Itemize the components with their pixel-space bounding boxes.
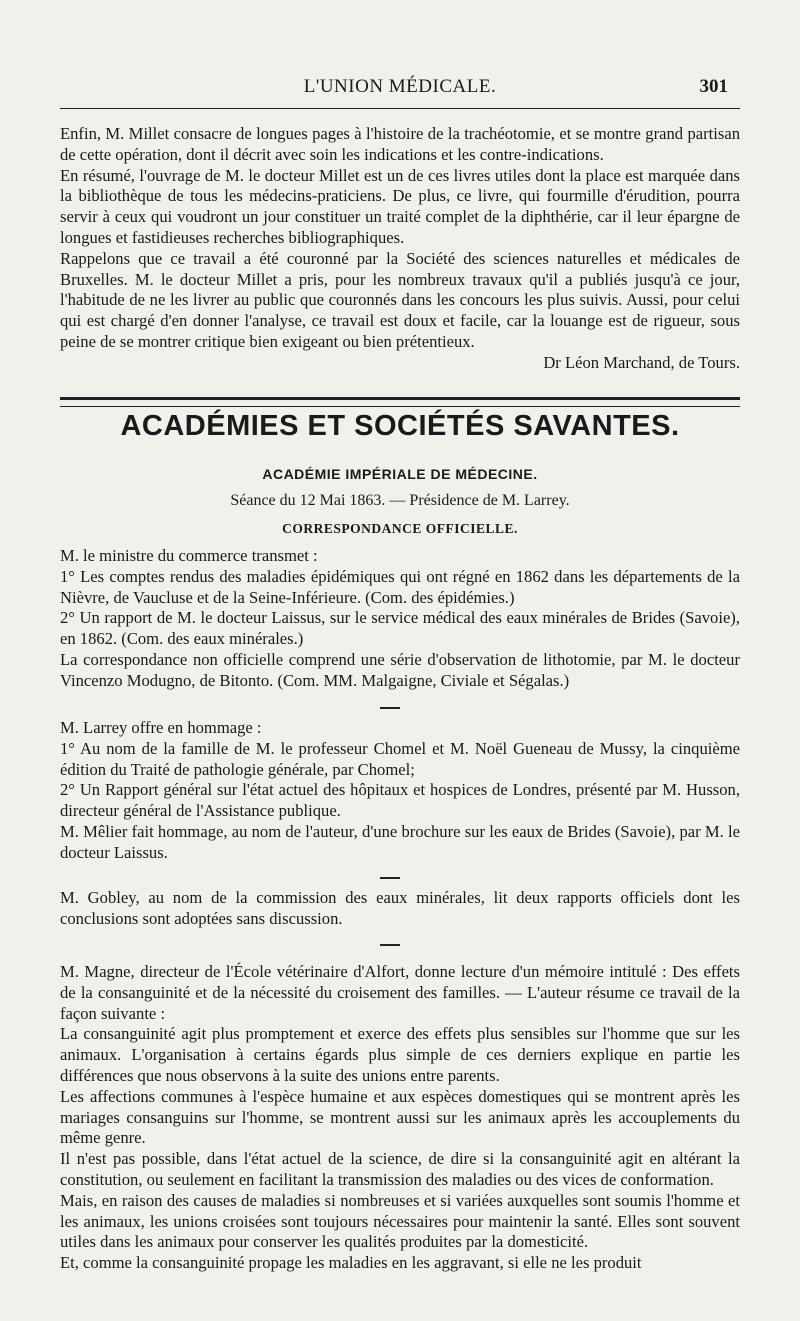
running-head bbox=[0, 76, 800, 100]
report-text bbox=[60, 888, 740, 930]
body-paragraph: 2° Un Rapport général sur l'état actuel des hôpitaux et hospices de Londres, présenté par M. Husson, directeur général de l'Assistance publique. bbox=[60, 780, 740, 821]
short-rule bbox=[380, 877, 400, 879]
review-paragraph: Rappelons que ce travail a été couronné par la Société des sciences naturelles et médicales de Bruxelles. M. le docteur Millet a pris, pour les nombreux travaux qu'il a publiés jusqu'à ce jour, l'habitude de ne les livrer au public que couronnés dans les concours les plus suivis. Aussi, pour celui qui est chargé d'en donner l'analyse, ce travail est doux et facile, car la louange est de rigueur, sous peine de se montrer critique bien exigeant ou bien prétentieux. bbox=[60, 248, 740, 351]
body-paragraph: M. Larrey offre en hommage : bbox=[60, 718, 262, 737]
correspondence-heading: CORRESPONDANCE OFFICIELLE. bbox=[282, 521, 518, 536]
body-paragraph: Mais, en raison des causes de maladies si nombreuses et si variées auxquelles sont soumis l'homme et les animaux, les unions croisées sont toujours nécessaires pour maintenir la santé. Elles sont souvent utiles dans les animaux pour conserver les qualités produites par la domesticité. bbox=[60, 1190, 740, 1252]
memoir-text bbox=[60, 962, 740, 1274]
academy-heading: ACADÉMIE IMPÉRIALE DE MÉDECINE. bbox=[262, 466, 538, 482]
short-rule bbox=[380, 707, 400, 709]
short-rule bbox=[380, 944, 400, 946]
section-divider bbox=[60, 397, 740, 407]
review-paragraph: Enfin, M. Millet consacre de longues pages à l'histoire de la trachéotomie, et se montre grand partisan de cette opération, dont il décrit avec soin les indications et les contre-indications. bbox=[60, 124, 740, 164]
review-text bbox=[60, 124, 740, 374]
body-paragraph: Il n'est pas possible, dans l'état actuel de la science, de dire si la consanguinité agit en altérant la constitution, ou seulement en facilitant la transmission des maladies ou des vices de conformation. bbox=[60, 1149, 740, 1189]
body-paragraph: M. Magne, directeur de l'École vétérinaire d'Alfort, donne lecture d'un mémoire intitulé : Des effets de la consanguinité et de la nécessité du croisement des familles. — L'auteur résume ce travail de la façon suivante : bbox=[60, 962, 740, 1023]
session-line: Séance du 12 Mai 1863. — Présidence de M. Larrey. bbox=[230, 492, 570, 509]
body-paragraph: M. Mêlier fait hommage, au nom de l'auteur, d'une brochure sur les eaux de Brides (Savoie), par M. le docteur Laissus. bbox=[60, 821, 740, 862]
body-paragraph: La correspondance non officielle comprend une série d'observation de lithotomie, par M. le docteur Vincenzo Modugno, de Bitonto. (Com. MM. Malgaigne, Civiale et Ségalas.) bbox=[60, 649, 740, 690]
body-paragraph: Les affections communes à l'espèce humaine et aux espèces domestiques qui se montrent après les mariages consanguins sur l'homme, se montrent aussi sur les animaux après les accouplements du même genre. bbox=[60, 1086, 740, 1148]
body-paragraph: M. le ministre du commerce transmet : bbox=[60, 546, 318, 565]
journal-title: L'UNION MÉDICALE. bbox=[303, 76, 497, 97]
body-paragraph: 1° Au nom de la famille de M. le professeur Chomel et M. Noël Gueneau de Mussy, la cinquième édition du Traité de pathologie générale, par Chomel; bbox=[60, 738, 740, 779]
correspondence-text bbox=[60, 546, 740, 692]
header-rule bbox=[60, 108, 740, 109]
body-paragraph: Et, comme la consanguinité propage les maladies en les aggravant, si elle ne les produit bbox=[60, 1253, 642, 1273]
body-paragraph: M. Gobley, au nom de la commission des eaux minérales, lit deux rapports officiels dont les conclusions sont adoptées sans discussion. bbox=[60, 888, 740, 928]
section-title: ACADÉMIES ET SOCIÉTÉS SAVANTES. bbox=[120, 410, 680, 442]
page-number: 301 bbox=[699, 76, 728, 97]
body-paragraph: 1° Les comptes rendus des maladies épidémiques qui ont régné en 1862 dans les départements de la Nièvre, de Vaucluse et de la Seine-Inférieure. (Com. des épidémies.) bbox=[60, 566, 740, 607]
review-signature: Dr Léon Marchand, de Tours. bbox=[543, 352, 740, 372]
review-paragraph: En résumé, l'ouvrage de M. le docteur Millet est un de ces livres utiles dont la place est marquée dans la bibliothèque de tous les médecins-praticiens. De plus, ce livre, qui fourmille d'érudition, pourra servir à ceux qui voudront un jour constituer un traité complet de la diphthérie, car il leur épargne de longues et fastidieuses recherches bibliographiques. bbox=[60, 165, 740, 247]
body-paragraph: 2° Un rapport de M. le docteur Laissus, sur le service médical des eaux minérales de Brides (Savoie), en 1862. (Com. des eaux minérales.) bbox=[60, 608, 740, 649]
homage-text bbox=[60, 718, 740, 864]
body-paragraph: La consanguinité agit plus promptement et exerce des effets plus sensibles sur l'homme que sur les animaux. L'organisation à certains égards plus simple de ces derniers explique en partie les différences que nous observons à la suite des unions entre parents. bbox=[60, 1024, 740, 1085]
